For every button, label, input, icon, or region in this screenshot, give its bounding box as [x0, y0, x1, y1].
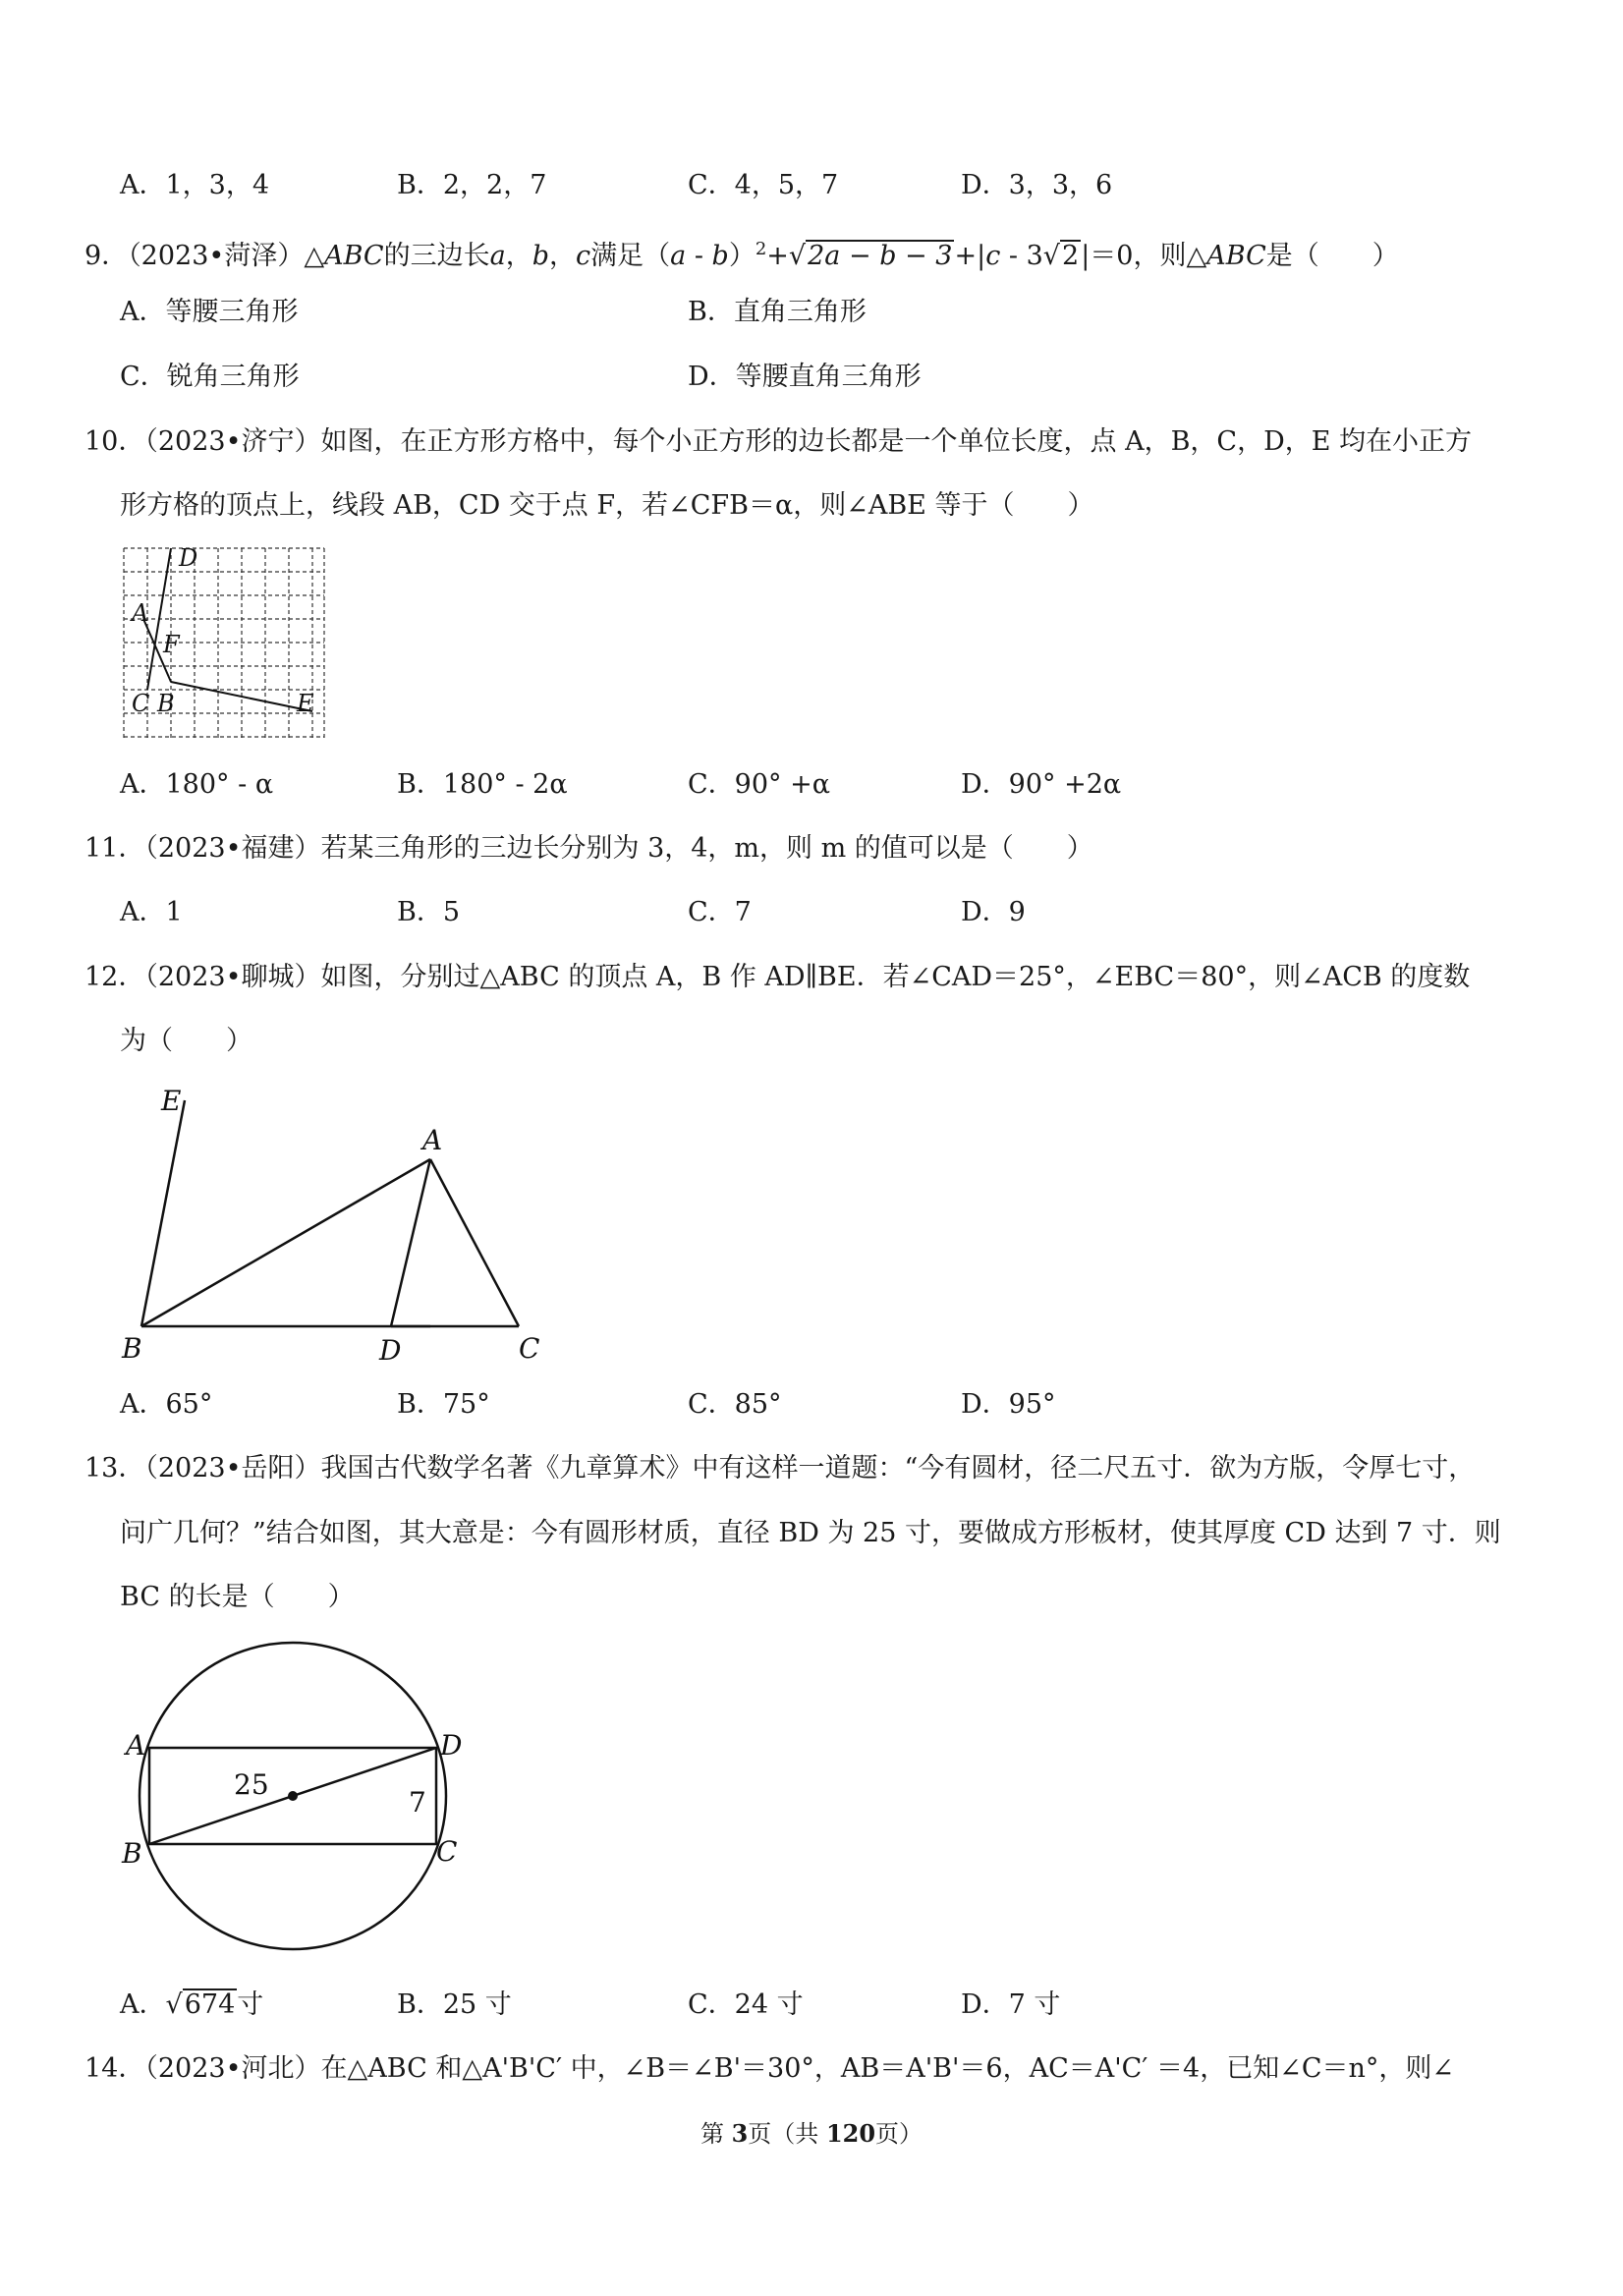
q12-triangle-figure — [116, 1081, 548, 1366]
q12-option-d: D．95° — [961, 1389, 1056, 1420]
label-e: E — [297, 690, 314, 717]
label-d: D — [440, 1729, 463, 1762]
q10-option-b: B．180° - 2α — [397, 769, 568, 800]
label-f: F — [163, 631, 180, 658]
label-a: A — [126, 1729, 146, 1762]
q9-option-c: C．锐角三角形 — [120, 362, 300, 392]
q13-stem-line2: 问广几何？”结合如图，其大意是：今有圆形材质，直径 BD 为 25 寸，要做成方形板材，使其厚度 CD 达到 7 寸．则 — [120, 1518, 1501, 1548]
q13-option-a: A．√674寸 — [120, 1989, 264, 2020]
q10-option-d: D．90° +2α — [961, 769, 1122, 800]
label-c: C — [132, 690, 150, 717]
q13-stem-line3: BC 的长是（ ） — [120, 1582, 355, 1612]
q8-option-b: B．2，2，7 — [397, 170, 547, 200]
q10-stem-line2: 形方格的顶点上，线段 AB，CD 交于点 F，若∠CFB＝α，则∠ABE 等于（ ） — [120, 490, 1094, 521]
label-d: D — [379, 1334, 402, 1366]
q10-grid-figure — [116, 542, 332, 749]
q13-option-d: D．7 寸 — [961, 1989, 1061, 2020]
segment-ba — [141, 1159, 430, 1326]
q10-stem-line1: 10．（2023•济宁）如图，在正方形方格中，每个小正方形的边长都是一个单位长度，点 A，B，C，D，E 均在小正方 — [84, 426, 1473, 457]
q9-option-a: A．等腰三角形 — [120, 297, 299, 327]
page-footer: 第 3页（共 120页） — [700, 2119, 923, 2148]
label-b: B — [122, 1837, 142, 1870]
q10-option-c: C．90° +α — [688, 769, 830, 800]
q13-option-c: C．24 寸 — [688, 1989, 804, 2020]
q9-stem: 9．（2023•菏泽）△ABC的三边长a，b，c满足（a - b）$^2$+√2a − b − 3+|c - 3√2|＝0，则△ABC是（ ） — [84, 239, 1399, 271]
q13-option-b: B．25 寸 — [397, 1989, 512, 2020]
ray-be — [141, 1100, 185, 1326]
q8-option-d: D．3，3，6 — [961, 170, 1113, 200]
q11-option-d: D．9 — [961, 897, 1026, 927]
q9-option-d: D．等腰直角三角形 — [688, 362, 922, 392]
label-b: B — [157, 690, 175, 717]
label-a: A — [422, 1124, 443, 1156]
q8-option-c: C．4，5，7 — [688, 170, 839, 200]
q12-stem-line1: 12．（2023•聊城）如图，分别过△ABC 的顶点 A，B 作 AD∥BE．若∠CAD＝25°，∠EBC＝80°，则∠ACB 的度数 — [84, 962, 1471, 992]
label-d: D — [179, 544, 198, 572]
q13-stem-line1: 13．（2023•岳阳）我国古代数学名著《九章算术》中有这样一道题：“今有圆材，径二尺五寸．欲为方版，令厚七寸， — [84, 1453, 1476, 1484]
q9-option-b: B．直角三角形 — [688, 297, 867, 327]
segment-ac — [430, 1159, 519, 1326]
q12-option-a: A．65° — [120, 1389, 213, 1420]
q12-option-b: B．75° — [397, 1389, 490, 1420]
q12-option-c: C．85° — [688, 1389, 782, 1420]
q13-circle-figure — [116, 1641, 479, 1994]
label-25: 25 — [234, 1768, 269, 1801]
q11-stem: 11．（2023•福建）若某三角形的三边长分别为 3，4，m，则 m 的值可以是（ ） — [84, 833, 1093, 864]
label-b: B — [122, 1332, 142, 1365]
label-c: C — [519, 1332, 540, 1365]
label-7: 7 — [409, 1786, 426, 1819]
q11-option-c: C．7 — [688, 897, 752, 927]
q10-option-a: A．180° - α — [120, 769, 274, 800]
q11-option-a: A．1 — [120, 897, 183, 927]
q14-stem: 14．（2023•河北）在△ABC 和△A'B'C′ 中，∠B＝∠B'＝30°，AB＝A'B'＝6，AC＝A'C′ ＝4，已知∠C＝n°，则∠ — [84, 2053, 1454, 2084]
q8-option-a: A．1，3，4 — [120, 170, 270, 200]
q11-option-b: B．5 — [397, 897, 461, 927]
center-point — [288, 1791, 298, 1801]
segment-ad — [391, 1159, 430, 1326]
label-e: E — [161, 1085, 182, 1117]
label-a: A — [132, 599, 149, 627]
label-c: C — [436, 1835, 458, 1868]
q12-stem-line2: 为（ ） — [120, 1026, 252, 1056]
